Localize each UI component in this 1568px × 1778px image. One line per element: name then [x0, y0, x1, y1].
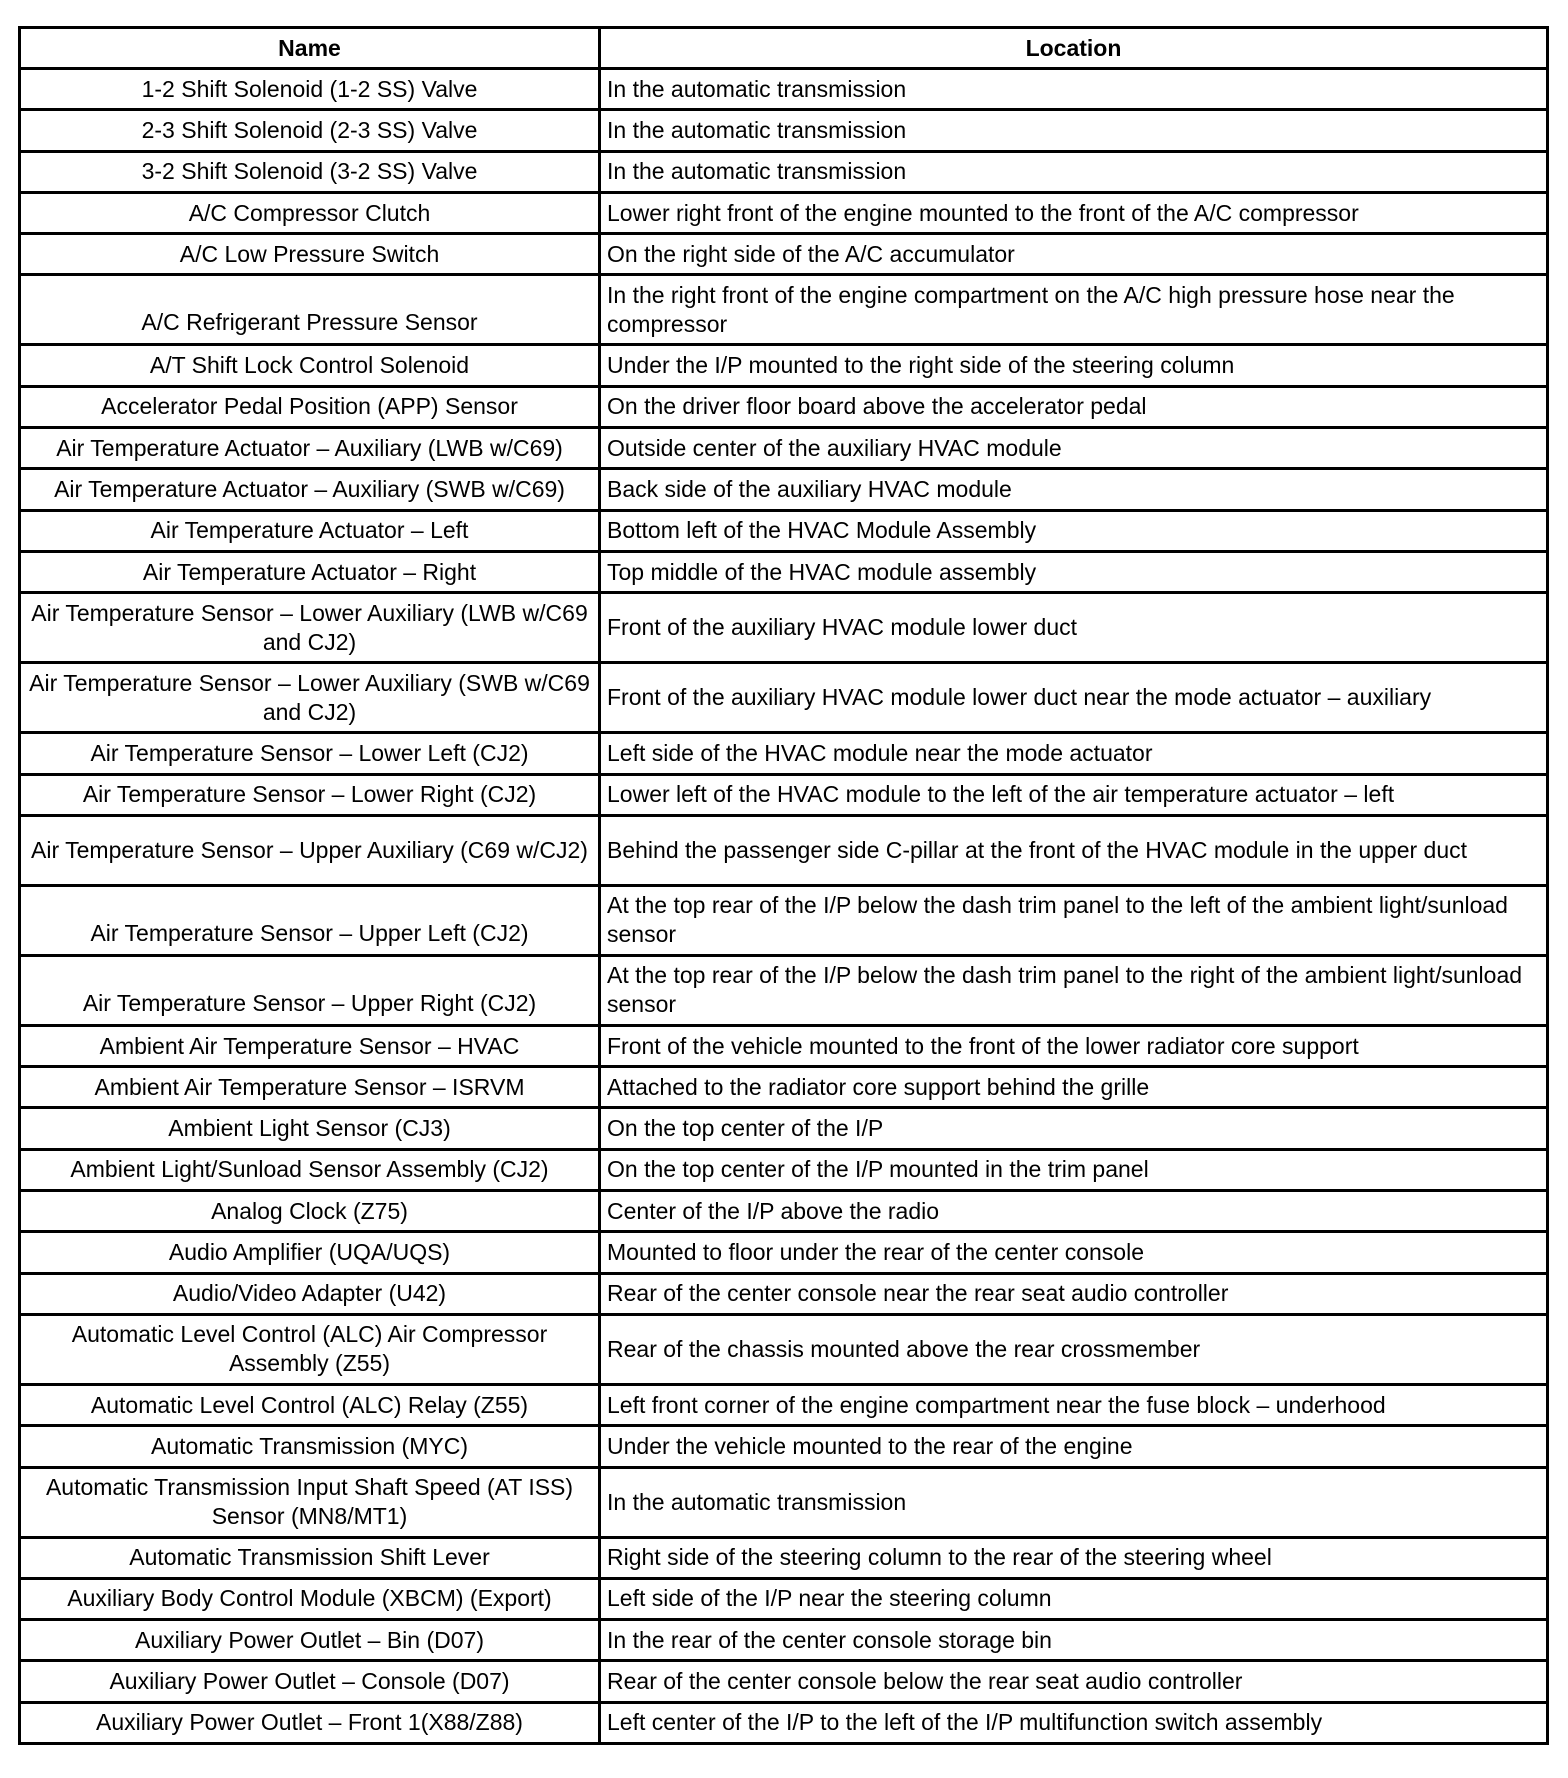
cell-name: Accelerator Pedal Position (APP) Sensor	[20, 386, 600, 427]
table-row	[20, 1661, 1548, 1702]
cell-location: Left center of the I/P to the left of the I/P multifunction switch assembly	[600, 1702, 1548, 1743]
cell-name: A/C Compressor Clutch	[20, 192, 600, 233]
cell-name: Air Temperature Actuator – Auxiliary (SWB w/C69)	[20, 469, 600, 510]
cell-location: Under the vehicle mounted to the rear of the engine	[600, 1426, 1548, 1467]
cell-name: 3-2 Shift Solenoid (3-2 SS) Valve	[20, 151, 600, 192]
cell-name: A/C Low Pressure Switch	[20, 234, 600, 275]
cell-location: Right side of the steering column to the rear of the steering wheel	[600, 1537, 1548, 1578]
table-row	[20, 69, 1548, 110]
table-row	[20, 386, 1548, 427]
cell-location: Left side of the HVAC module near the mode actuator	[600, 733, 1548, 774]
cell-name: Auxiliary Power Outlet – Console (D07)	[20, 1661, 600, 1702]
table-row	[20, 234, 1548, 275]
table-row	[20, 885, 1548, 955]
table-row	[20, 345, 1548, 386]
cell-name: Air Temperature Sensor – Upper Right (CJ2)	[20, 955, 600, 1025]
cell-name: Analog Clock (Z75)	[20, 1191, 600, 1232]
cell-location: On the top center of the I/P mounted in the trim panel	[600, 1149, 1548, 1190]
table-row	[20, 1108, 1548, 1149]
cell-location: Center of the I/P above the radio	[600, 1191, 1548, 1232]
table-row	[20, 1232, 1548, 1273]
cell-location: In the automatic transmission	[600, 1467, 1548, 1537]
table-row	[20, 663, 1548, 733]
cell-location: Rear of the chassis mounted above the rear crossmember	[600, 1314, 1548, 1384]
cell-location: Front of the vehicle mounted to the front of the lower radiator core support	[600, 1025, 1548, 1066]
table-row	[20, 1314, 1548, 1384]
cell-location: Lower right front of the engine mounted to the front of the A/C compressor	[600, 192, 1548, 233]
cell-name: Ambient Air Temperature Sensor – HVAC	[20, 1025, 600, 1066]
table-row	[20, 955, 1548, 1025]
table-row	[20, 469, 1548, 510]
cell-name: Auxiliary Power Outlet – Front 1(X88/Z88)	[20, 1702, 600, 1743]
cell-location: Behind the passenger side C-pillar at the front of the HVAC module in the upper duct	[600, 815, 1548, 885]
cell-name: Ambient Air Temperature Sensor – ISRVM	[20, 1067, 600, 1108]
cell-location: Rear of the center console near the rear seat audio controller	[600, 1273, 1548, 1314]
cell-name: Air Temperature Actuator – Left	[20, 510, 600, 551]
table-row	[20, 815, 1548, 885]
table-row	[20, 551, 1548, 592]
cell-name: Air Temperature Actuator – Auxiliary (LWB w/C69)	[20, 428, 600, 469]
cell-location: Left front corner of the engine compartment near the fuse block – underhood	[600, 1384, 1548, 1425]
table-row	[20, 1273, 1548, 1314]
table-row	[20, 1191, 1548, 1232]
cell-name: Automatic Transmission (MYC)	[20, 1426, 600, 1467]
table-row	[20, 1067, 1548, 1108]
cell-location: Mounted to floor under the rear of the center console	[600, 1232, 1548, 1273]
cell-location: In the automatic transmission	[600, 110, 1548, 151]
cell-location: Front of the auxiliary HVAC module lower duct	[600, 593, 1548, 663]
cell-name: 2-3 Shift Solenoid (2-3 SS) Valve	[20, 110, 600, 151]
table-row	[20, 510, 1548, 551]
table-row	[20, 1467, 1548, 1537]
cell-name: Air Temperature Sensor – Lower Auxiliary (LWB w/C69 and CJ2)	[20, 593, 600, 663]
component-locator-table-container	[18, 26, 1546, 1745]
header-location: Location	[600, 28, 1548, 69]
cell-name: Air Temperature Sensor – Lower Auxiliary (SWB w/C69 and CJ2)	[20, 663, 600, 733]
cell-location: At the top rear of the I/P below the dash trim panel to the right of the ambient light/sunload sensor	[600, 955, 1548, 1025]
cell-name: Air Temperature Sensor – Upper Auxiliary (C69 w/CJ2)	[20, 815, 600, 885]
cell-name: Air Temperature Sensor – Lower Left (CJ2)	[20, 733, 600, 774]
table-row	[20, 1149, 1548, 1190]
table-body	[20, 69, 1548, 1744]
cell-name: Automatic Transmission Input Shaft Speed (AT ISS) Sensor (MN8/MT1)	[20, 1467, 600, 1537]
table-row	[20, 275, 1548, 345]
header-name: Name	[20, 28, 600, 69]
cell-location: Top middle of the HVAC module assembly	[600, 551, 1548, 592]
cell-name: A/T Shift Lock Control Solenoid	[20, 345, 600, 386]
cell-name: 1-2 Shift Solenoid (1-2 SS) Valve	[20, 69, 600, 110]
cell-location: Back side of the auxiliary HVAC module	[600, 469, 1548, 510]
cell-name: Automatic Level Control (ALC) Relay (Z55)	[20, 1384, 600, 1425]
cell-location: At the top rear of the I/P below the dash trim panel to the left of the ambient light/sunload sensor	[600, 885, 1548, 955]
table-header	[20, 28, 1548, 69]
cell-location: Left side of the I/P near the steering column	[600, 1578, 1548, 1619]
cell-location: Attached to the radiator core support behind the grille	[600, 1067, 1548, 1108]
component-locator-table	[18, 26, 1549, 1745]
cell-name: Air Temperature Sensor – Lower Right (CJ2)	[20, 774, 600, 815]
cell-location: In the right front of the engine compartment on the A/C high pressure hose near the compressor	[600, 275, 1548, 345]
table-row	[20, 1702, 1548, 1743]
cell-name: Automatic Level Control (ALC) Air Compressor Assembly (Z55)	[20, 1314, 600, 1384]
cell-location: On the right side of the A/C accumulator	[600, 234, 1548, 275]
table-row	[20, 428, 1548, 469]
table-row	[20, 733, 1548, 774]
cell-name: Ambient Light/Sunload Sensor Assembly (CJ2)	[20, 1149, 600, 1190]
cell-location: Under the I/P mounted to the right side of the steering column	[600, 345, 1548, 386]
table-row	[20, 1426, 1548, 1467]
cell-location: Outside center of the auxiliary HVAC module	[600, 428, 1548, 469]
cell-location: On the top center of the I/P	[600, 1108, 1548, 1149]
cell-location: In the automatic transmission	[600, 69, 1548, 110]
cell-name: Air Temperature Sensor – Upper Left (CJ2)	[20, 885, 600, 955]
cell-location: Front of the auxiliary HVAC module lower duct near the mode actuator – auxiliary	[600, 663, 1548, 733]
cell-location: In the automatic transmission	[600, 151, 1548, 192]
table-row	[20, 192, 1548, 233]
table-row	[20, 151, 1548, 192]
cell-name: Audio/Video Adapter (U42)	[20, 1273, 600, 1314]
table-row	[20, 1025, 1548, 1066]
cell-location: Bottom left of the HVAC Module Assembly	[600, 510, 1548, 551]
cell-name: Auxiliary Body Control Module (XBCM) (Export)	[20, 1578, 600, 1619]
cell-location: In the rear of the center console storage bin	[600, 1620, 1548, 1661]
table-row	[20, 1620, 1548, 1661]
cell-name: Audio Amplifier (UQA/UQS)	[20, 1232, 600, 1273]
cell-location: On the driver floor board above the accelerator pedal	[600, 386, 1548, 427]
table-row	[20, 774, 1548, 815]
table-row	[20, 1578, 1548, 1619]
table-row	[20, 1537, 1548, 1578]
cell-name: Auxiliary Power Outlet – Bin (D07)	[20, 1620, 600, 1661]
cell-name: Automatic Transmission Shift Lever	[20, 1537, 600, 1578]
cell-location: Lower left of the HVAC module to the left of the air temperature actuator – left	[600, 774, 1548, 815]
cell-name: Air Temperature Actuator – Right	[20, 551, 600, 592]
table-row	[20, 593, 1548, 663]
table-row	[20, 110, 1548, 151]
cell-name: Ambient Light Sensor (CJ3)	[20, 1108, 600, 1149]
cell-name: A/C Refrigerant Pressure Sensor	[20, 275, 600, 345]
cell-location: Rear of the center console below the rear seat audio controller	[600, 1661, 1548, 1702]
table-row	[20, 1384, 1548, 1425]
header-row	[20, 28, 1548, 69]
